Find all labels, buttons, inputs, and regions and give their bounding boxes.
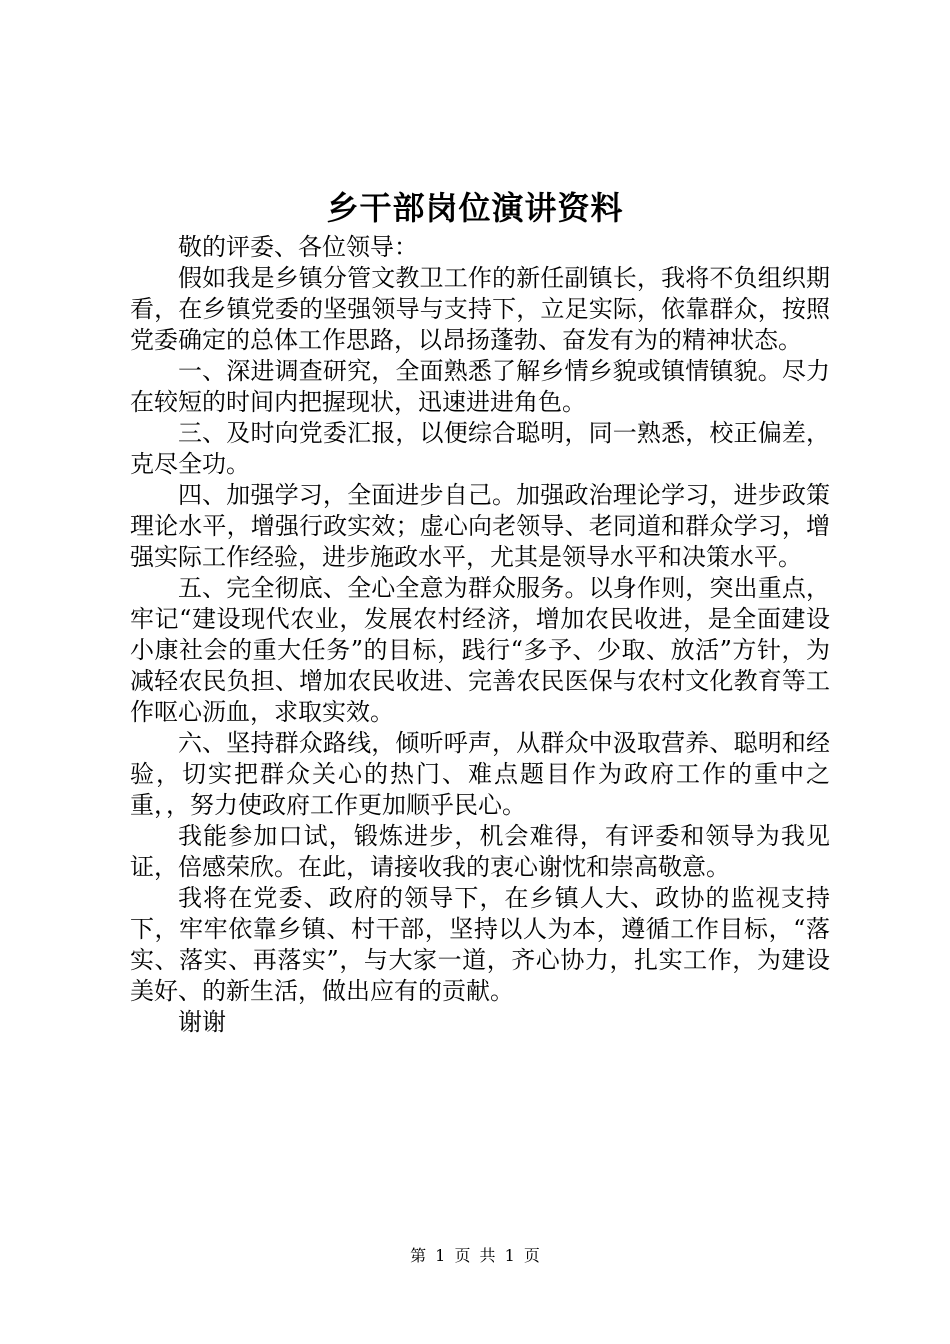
document-title: 乡干部岗位演讲资料 (326, 189, 624, 227)
point-one-paragraph: 一、深进调查研究，全面熟悉了解乡情乡貌或镇情镇貌。尽力在较短的时间内把握现状，迅速进进角色。 (130, 357, 830, 416)
closing-paragraph: 谢谢 (178, 1008, 226, 1036)
salutation-paragraph: 敬的评委、各位领导： (178, 233, 418, 261)
commitment-paragraph: 我将在党委、政府的领导下，在乡镇人大、政协的监视支持下，牢牢依靠乡镇、村干部，坚持以人为本，遵循工作目标，“落实、落实、再落实”，与大家一道，齐心协力，扎实工作，为建设美好、的新生活，做出应有的贡献。 (130, 884, 830, 1005)
point-three-paragraph: 三、及时向党委汇报，以便综合聪明，同一熟悉，校正偏差，克尽全功。 (130, 419, 830, 478)
page-footer: 第 1 页 共 1 页 (410, 1246, 540, 1265)
point-six-paragraph: 六、坚持群众路线，倾听呼声，从群众中汲取营养、聪明和经验，切实把群众关心的热门、难点题目作为政府工作的重中之重，，努力使政府工作更加顺乎民心。 (130, 729, 830, 819)
point-five-paragraph: 五、完全彻底、全心全意为群众服务。以身作则，突出重点，牢记“建设现代农业，发展农村经济，增加农民收进，是全面建设小康社会的重大任务”的目标，践行“多予、少取、放活”方针，为减轻农民负担、增加农民收进、完善农民医保与农村文化教育等工作呕心沥血，求取实效。 (130, 574, 830, 726)
intro-paragraph: 假如我是乡镇分管文教卫工作的新任副镇长，我将不负组织期看，在乡镇党委的坚强领导与支持下，立足实际，依靠群众，按照党委确定的总体工作思路，以昂扬蓬勃、奋发有为的精神状态。 (130, 264, 830, 354)
gratitude-paragraph: 我能参加口试，锻炼进步，机会难得，有评委和领导为我见证，倍感荣欣。在此，请接收我的衷心谢忱和崇高敬意。 (130, 822, 830, 881)
document-body (130, 232, 830, 1038)
point-four-paragraph: 四、加强学习，全面进步自己。加强政治理论学习，进步政策理论水平，增强行政实效；虚心向老领导、老同道和群众学习，增强实际工作经验，进步施政水平，尤其是领导水平和决策水平。 (130, 481, 830, 571)
